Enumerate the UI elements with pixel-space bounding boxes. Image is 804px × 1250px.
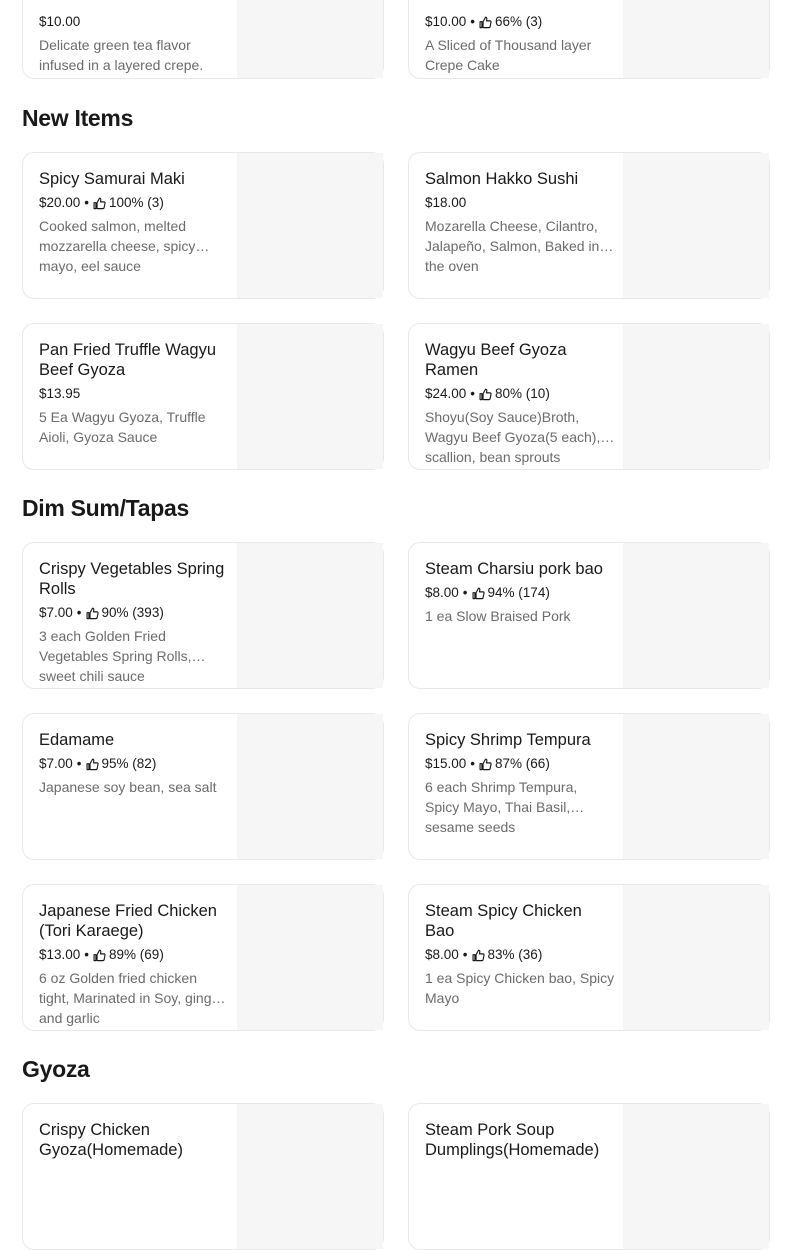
menu-item-name: Steam Spicy Chicken Bao xyxy=(425,902,582,940)
menu-item-image xyxy=(623,885,769,1030)
menu-item-info xyxy=(425,340,615,465)
menu-item-name: Pan Fried Truffle Wagyu Beef Gyoza xyxy=(39,341,216,379)
menu-item-image xyxy=(237,543,383,688)
menu-item-description: 6 each Shrimp Tempura, Spicy Mayo, Thai Basil, sesame seeds xyxy=(425,779,578,835)
menu-item-card[interactable] xyxy=(22,1103,384,1250)
menu-item-description: Cooked salmon, melted mozzarella cheese, spicy mayo, eel sauce xyxy=(39,218,196,274)
menu-item-rating: 94% (174) xyxy=(487,585,550,600)
menu-item-image xyxy=(237,153,383,298)
menu-item-info xyxy=(425,169,615,274)
menu-item-info xyxy=(39,340,229,447)
menu-item-price: $10.00 xyxy=(39,14,81,29)
menu-item-info xyxy=(425,0,615,75)
thumbs-up-icon xyxy=(479,16,492,29)
menu-item-price: $13.95 xyxy=(39,386,81,401)
menu-item-meta xyxy=(425,385,615,403)
menu-item-info xyxy=(425,901,615,1008)
menu-item-price: $20.00 xyxy=(39,195,81,210)
menu-item-price: $15.00 xyxy=(425,756,467,771)
menu-item-card[interactable] xyxy=(22,713,384,860)
menu-item-meta xyxy=(425,584,615,602)
menu-item-rating: 80% (10) xyxy=(495,386,550,401)
menu-item-name: Spicy Shrimp Tempura xyxy=(425,731,591,749)
menu-item-description: Japanese soy bean, sea salt xyxy=(39,779,217,795)
menu-item-card[interactable] xyxy=(22,884,384,1031)
menu-item-rating: 100% (3) xyxy=(109,195,164,210)
menu-item-name: Edamame xyxy=(39,731,115,749)
menu-item-info xyxy=(39,169,229,274)
menu-item-name: Steam Pork Soup Dumplings(Homemade) xyxy=(425,1121,600,1159)
menu-item-description: Delicate green tea flavor infused in a layered crepe. xyxy=(39,37,204,73)
section-title-gyoza: Gyoza xyxy=(22,1056,90,1082)
menu-item-price: $7.00 xyxy=(39,756,73,771)
menu-item-name: Salmon Hakko Sushi xyxy=(425,170,579,188)
menu-item-description: 1 ea Spicy Chicken bao, Spicy Mayo xyxy=(425,970,615,1006)
menu-item-image xyxy=(623,153,769,298)
menu-item-card[interactable] xyxy=(408,542,770,689)
menu-item-image xyxy=(623,324,769,469)
thumbs-up-icon xyxy=(86,607,99,620)
menu-item-name: Japanese Fried Chicken (Tori Karaege) xyxy=(39,902,217,940)
menu-item-card[interactable] xyxy=(408,0,770,79)
menu-item-description: 6 oz Golden fried chicken tight, Marinated in Soy, ginger and garlic xyxy=(39,970,224,1026)
menu-item-card[interactable] xyxy=(408,323,770,470)
menu-item-info xyxy=(39,1120,229,1160)
menu-item-info xyxy=(39,0,229,75)
section-title-new-items: New Items xyxy=(22,105,134,131)
menu-item-card[interactable] xyxy=(408,884,770,1031)
menu-item-name: Crispy Chicken Gyoza(Homemade) xyxy=(39,1121,183,1159)
menu-item-name: Wagyu Beef Gyoza Ramen xyxy=(425,341,567,379)
separator-dot: • xyxy=(76,605,82,620)
separator-dot: • xyxy=(470,14,476,29)
menu-item-image xyxy=(623,1104,769,1249)
menu-item-price: $24.00 xyxy=(425,386,467,401)
menu-item-card[interactable] xyxy=(22,542,384,689)
menu-item-info xyxy=(39,559,229,684)
menu-item-info xyxy=(425,730,615,835)
thumbs-up-icon xyxy=(472,587,485,600)
menu-item-price: $8.00 xyxy=(425,947,459,962)
menu-item-rating: 90% (393) xyxy=(101,605,164,620)
menu-item-image xyxy=(237,714,383,859)
menu-item-price: $13.00 xyxy=(39,947,81,962)
menu-item-card[interactable] xyxy=(22,323,384,470)
separator-dot: • xyxy=(84,195,90,210)
menu-item-description: 5 Ea Wagyu Gyoza, Truffle Aioli, Gyoza Sauce xyxy=(39,409,206,445)
menu-item-name: Crispy Vegetables Spring Rolls xyxy=(39,560,225,598)
menu-item-rating: 89% (69) xyxy=(109,947,164,962)
menu-item-price: $7.00 xyxy=(39,605,73,620)
menu-item-image xyxy=(623,714,769,859)
menu-item-info xyxy=(425,1120,615,1160)
menu-item-image xyxy=(237,885,383,1030)
menu-item-card[interactable] xyxy=(408,1103,770,1250)
separator-dot: • xyxy=(76,756,82,771)
menu-item-description: A Sliced of Thousand layer Crepe Cake xyxy=(425,37,592,73)
menu-item-price: $10.00 xyxy=(425,14,467,29)
menu-item-rating: 66% (3) xyxy=(495,14,543,29)
menu-item-image xyxy=(237,0,383,78)
separator-dot: • xyxy=(470,386,476,401)
menu-item-description: Shoyu(Soy Sauce)Broth, Wagyu Beef Gyoza(5 each), scallion, bean sprouts xyxy=(425,409,601,465)
menu-item-card[interactable] xyxy=(408,152,770,299)
menu-item-name: Steam Charsiu pork bao xyxy=(425,560,603,578)
menu-item-price: $8.00 xyxy=(425,585,459,600)
separator-dot: • xyxy=(462,947,468,962)
separator-dot: • xyxy=(84,947,90,962)
menu-item-description: Mozarella Cheese, Cilantro, Jalapeño, Salmon, Baked in the oven xyxy=(425,218,600,274)
menu-item-meta xyxy=(39,604,229,622)
menu-item-rating: 83% (36) xyxy=(487,947,543,962)
menu-item-description: 1 ea Slow Braised Pork xyxy=(425,608,571,624)
menu-item-description: 3 each Golden Fried Vegetables Spring Rolls, sweet chili sauce xyxy=(39,628,192,684)
menu-item-card[interactable] xyxy=(408,713,770,860)
menu-item-info xyxy=(39,901,229,1026)
menu-item-info xyxy=(425,559,615,626)
menu-item-meta xyxy=(425,13,615,31)
menu-item-meta xyxy=(39,194,229,212)
menu-item-meta xyxy=(39,946,229,964)
thumbs-up-icon xyxy=(472,949,485,962)
menu-item-meta xyxy=(39,385,229,403)
thumbs-up-icon xyxy=(479,758,492,771)
menu-item-image xyxy=(623,543,769,688)
menu-item-image xyxy=(237,1104,383,1249)
menu-item-info xyxy=(39,730,229,797)
thumbs-up-icon xyxy=(479,388,492,401)
menu-item-rating: 87% (66) xyxy=(495,756,550,771)
menu-item-rating: 95% (82) xyxy=(101,756,157,771)
menu-item-meta xyxy=(39,13,229,31)
separator-dot: • xyxy=(462,585,468,600)
menu-item-card[interactable] xyxy=(22,152,384,299)
menu-item-card[interactable] xyxy=(22,0,384,79)
menu-item-meta xyxy=(425,194,615,212)
thumbs-up-icon xyxy=(93,197,106,210)
menu-item-meta xyxy=(39,755,229,773)
thumbs-up-icon xyxy=(86,758,99,771)
section-title-dim-sum: Dim Sum/Tapas xyxy=(22,495,189,521)
menu-item-image xyxy=(237,324,383,469)
separator-dot: • xyxy=(470,756,476,771)
menu-item-name: Spicy Samurai Maki xyxy=(39,170,185,188)
thumbs-up-icon xyxy=(93,949,106,962)
menu-item-price: $18.00 xyxy=(425,195,467,210)
menu-item-meta xyxy=(425,946,615,964)
menu-item-meta xyxy=(425,755,615,773)
menu-item-image xyxy=(623,0,769,78)
